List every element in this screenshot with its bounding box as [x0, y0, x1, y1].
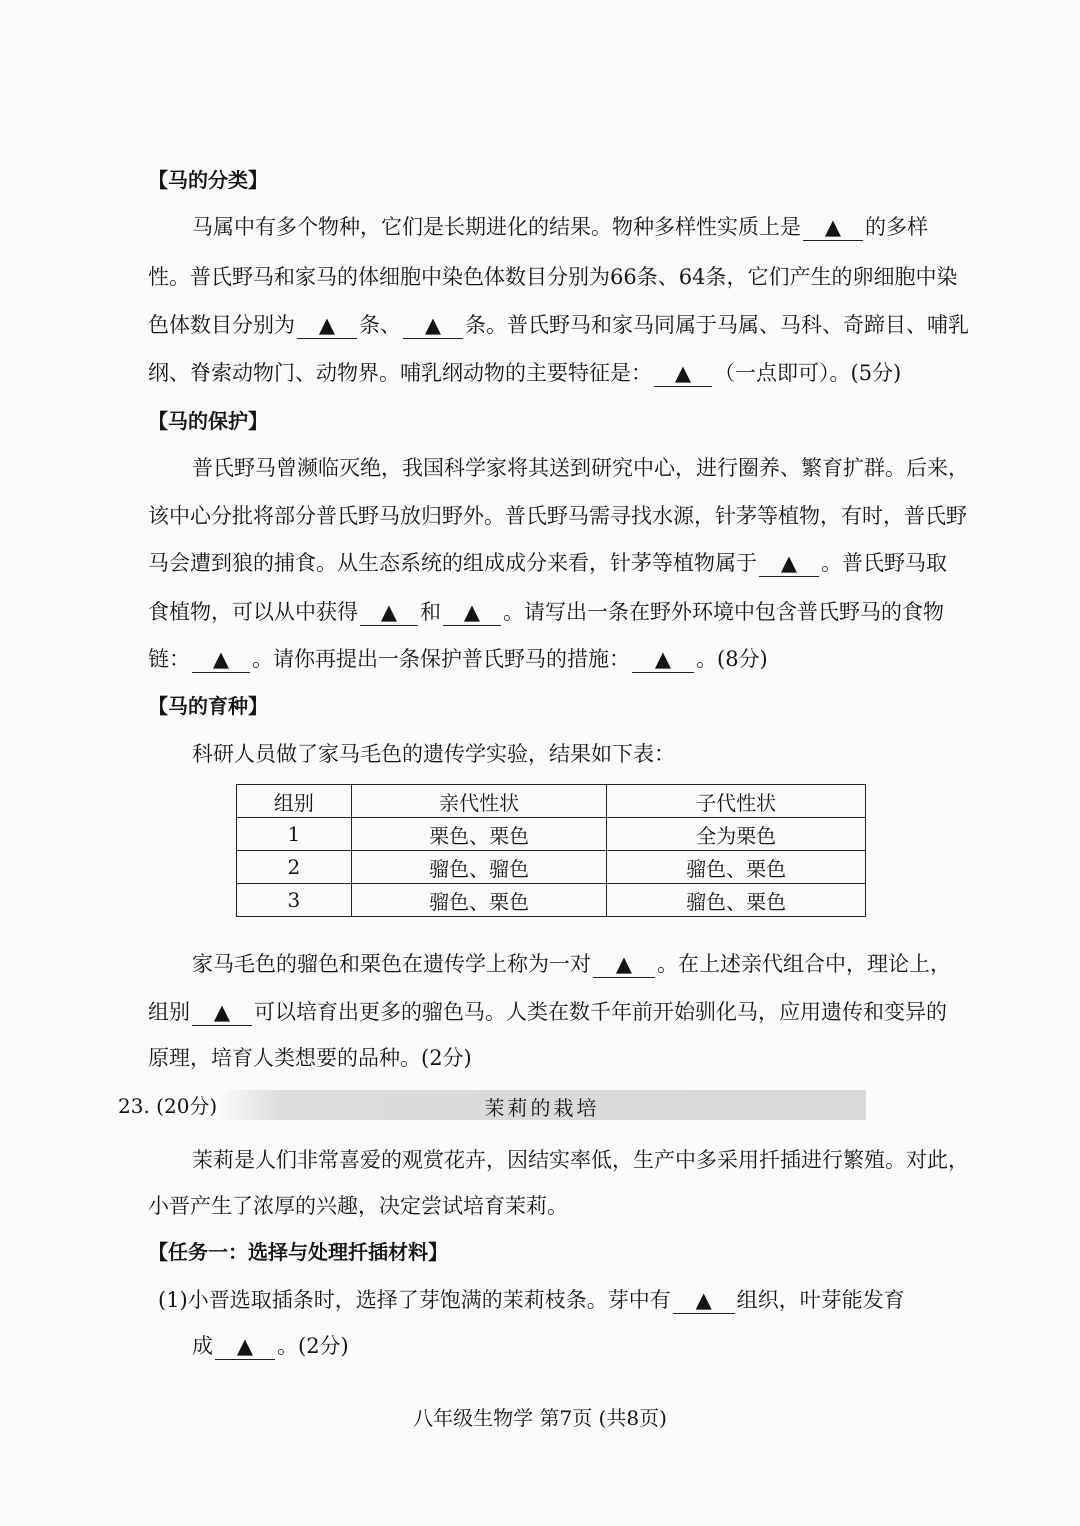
table-row	[237, 818, 866, 851]
answer-blank[interactable]: ▲	[297, 315, 357, 339]
paragraph-line: 家马毛色的骝色和栗色在遗传学上称为一对 ▲ 。在上述亲代组合中，理论上，	[192, 952, 951, 976]
paragraph-line: 马属中有多个物种，它们是长期进化的结果。物种多样性实质上是 ▲ 的多样	[192, 215, 928, 239]
paragraph-line: 原理，培育人类想要的品种。(2分)	[148, 1046, 472, 1070]
paragraph-line: 纲、脊索动物门、动物界。哺乳纲动物的主要特征是： ▲ （一点即可）。(5分)	[148, 361, 902, 385]
table-cell: 1	[237, 818, 352, 851]
sub-question-line: 成 ▲ 。(2分)	[192, 1334, 349, 1358]
task-heading: 【任务一：选择与处理扦插材料】	[148, 1240, 448, 1264]
answer-blank[interactable]: ▲	[654, 363, 712, 387]
paragraph-line: 链： ▲ 。请你再提出一条保护普氏野马的措施： ▲ 。(8分)	[148, 647, 768, 671]
question-title: 茉莉的栽培	[484, 1096, 600, 1120]
question-number: 23. (20分)	[118, 1094, 218, 1118]
sub-question-line: (1)小晋选取插条时，选择了芽饱满的茉莉枝条。芽中有 ▲ 组织，叶芽能发育	[158, 1288, 905, 1312]
answer-blank[interactable]: ▲	[192, 1002, 252, 1026]
table-cell: 骝色、栗色	[607, 884, 866, 917]
paragraph-line: 性。普氏野马和家马的体细胞中染色体数目分别为66条、64条，它们产生的卵细胞中染	[148, 265, 958, 289]
answer-blank[interactable]: ▲	[403, 315, 463, 339]
paragraph-line: 色体数目分别为 ▲ 条、 ▲ 条。普氏野马和家马同属于马属、马科、奇蹄目、哺乳	[148, 313, 969, 337]
table-header-cell: 亲代性状	[351, 785, 607, 818]
answer-blank[interactable]: ▲	[192, 649, 250, 673]
answer-blank[interactable]: ▲	[215, 1336, 275, 1360]
paragraph-line: 小晋产生了浓厚的兴趣，决定尝试培育茉莉。	[148, 1194, 568, 1218]
answer-blank[interactable]: ▲	[803, 217, 863, 241]
answer-blank[interactable]: ▲	[673, 1290, 735, 1314]
table-cell: 栗色、栗色	[351, 818, 607, 851]
answer-blank[interactable]: ▲	[632, 649, 694, 673]
table-header-row	[237, 785, 866, 818]
answer-blank[interactable]: ▲	[360, 602, 418, 626]
table-cell: 全为栗色	[607, 818, 866, 851]
paragraph-line: 该中心分批将部分普氏野马放归野外。普氏野马需寻找水源，针茅等植物，有时，普氏野	[148, 504, 967, 528]
question-title-bar	[218, 1090, 866, 1120]
genetics-results-table	[236, 784, 866, 917]
table-header-cell: 子代性状	[607, 785, 866, 818]
section-heading-classification: 【马的分类】	[148, 168, 268, 192]
paragraph-line: 组别 ▲ 可以培育出更多的骝色马。人类在数千年前开始驯化马，应用遗传和变异的	[148, 1000, 947, 1024]
section-heading-breeding: 【马的育种】	[148, 694, 268, 718]
section-heading-protection: 【马的保护】	[148, 409, 268, 433]
table-row	[237, 884, 866, 917]
table-cell: 骝色、骝色	[351, 851, 607, 884]
paragraph-line: 茉莉是人们非常喜爱的观赏花卉，因结实率低，生产中多采用扦插进行繁殖。对此，	[192, 1148, 969, 1172]
paragraph-line: 马会遭到狼的捕食。从生态系统的组成成分来看，针茅等植物属于 ▲ 。普氏野马取	[148, 551, 947, 575]
answer-blank[interactable]: ▲	[593, 954, 655, 978]
paragraph-line: 普氏野马曾濒临灭绝，我国科学家将其送到研究中心，进行圈养、繁育扩群。后来，	[192, 456, 969, 480]
table-cell: 骝色、栗色	[351, 884, 607, 917]
table-header-cell: 组别	[237, 785, 352, 818]
table-cell: 3	[237, 884, 352, 917]
page-footer: 八年级生物学 第7页 (共8页)	[413, 1406, 667, 1430]
table-row	[237, 851, 866, 884]
answer-blank[interactable]: ▲	[443, 602, 501, 626]
paragraph-line: 科研人员做了家马毛色的遗传学实验，结果如下表：	[192, 742, 675, 766]
answer-blank[interactable]: ▲	[759, 553, 819, 577]
table-cell: 2	[237, 851, 352, 884]
paragraph-line: 食植物，可以从中获得 ▲ 和 ▲ 。请写出一条在野外环境中包含普氏野马的食物	[148, 600, 944, 624]
table-cell: 骝色、栗色	[607, 851, 866, 884]
